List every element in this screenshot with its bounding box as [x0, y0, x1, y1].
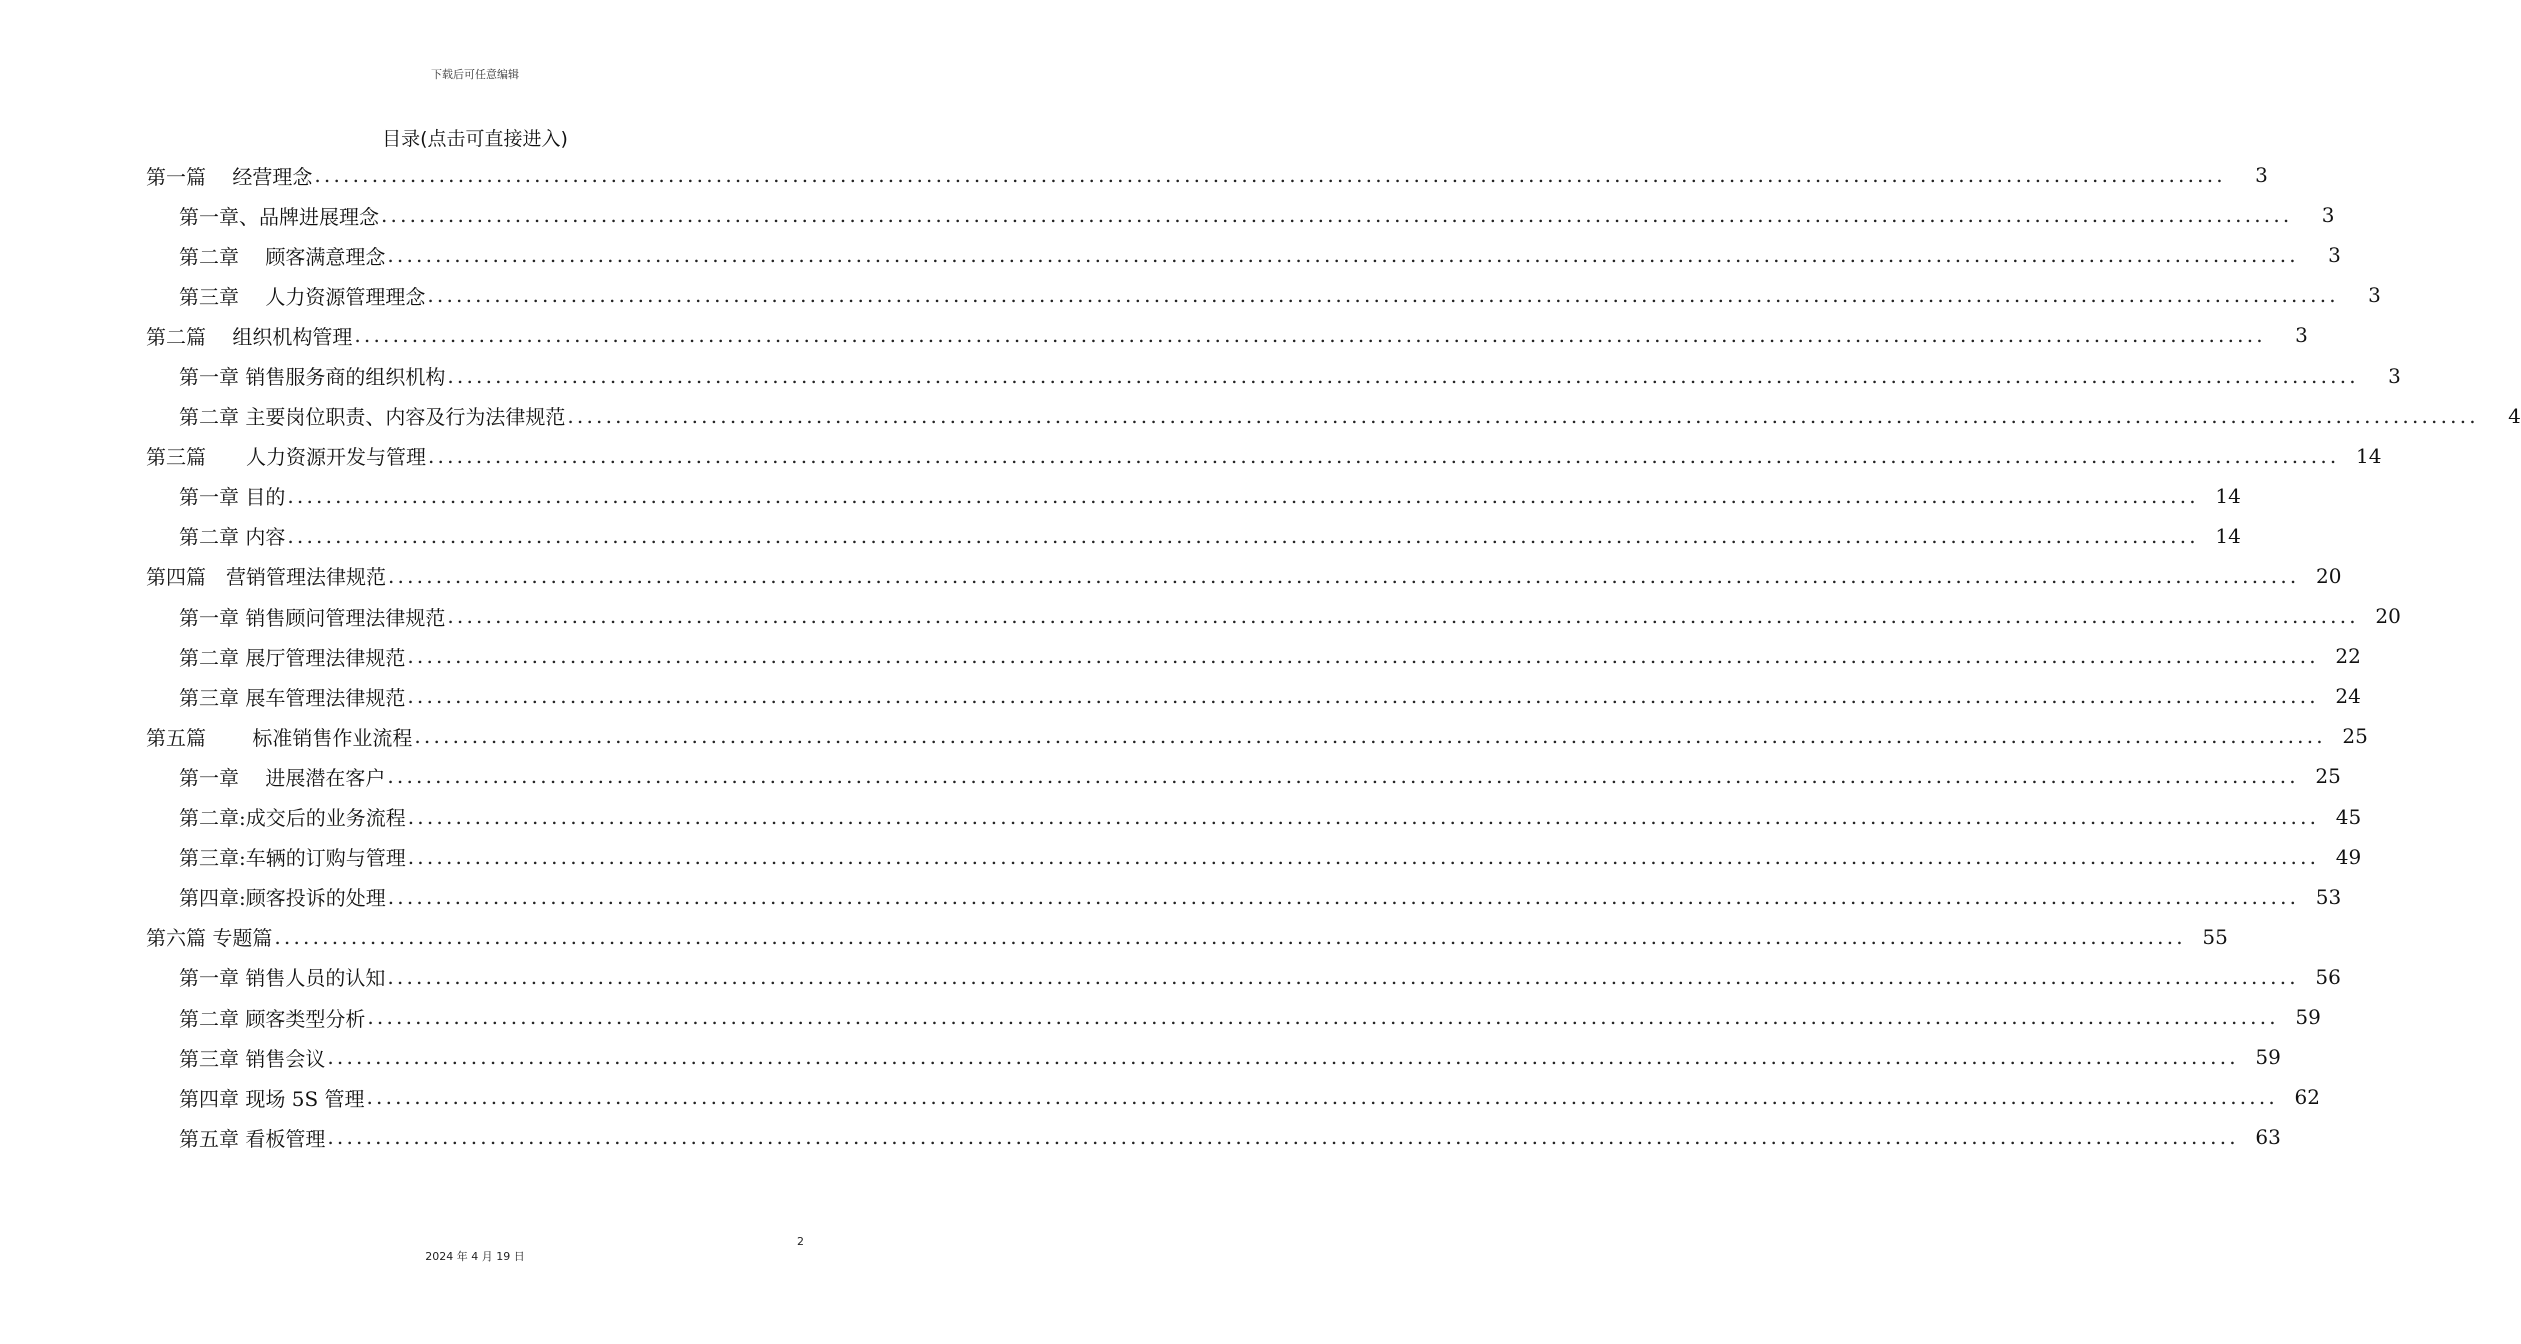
toc-entry-label: 第二篇 组织机构管理	[146, 324, 353, 349]
toc-entry-label: 第五篇 标准销售作业流程	[146, 725, 413, 750]
toc-entry-chapter[interactable]	[0, 275, 2381, 315]
toc-dot-leader: ........................................................................................................................................................................................................	[567, 403, 2479, 428]
toc-entry-chapter[interactable]	[0, 1077, 2320, 1117]
toc-dot-leader: ........................................................................................................................................................................................................	[407, 644, 2319, 669]
toc-dot-leader: ........................................................................................................................................................................................................	[327, 1125, 2239, 1150]
toc-entry-label: 第三篇 人力资源开发与管理	[146, 445, 426, 470]
toc-entry-label: 第二章 内容	[179, 525, 286, 550]
toc-entry-page: 14	[2215, 483, 2241, 508]
toc-dot-leader: ........................................................................................................................................................................................................	[287, 523, 2199, 548]
toc-dot-leader: ........................................................................................................................................................................................................	[387, 964, 2299, 989]
toc-entry-page: 25	[2315, 764, 2341, 789]
toc-entry-page: 14	[2215, 523, 2241, 548]
toc-entry-chapter[interactable]	[0, 596, 2401, 636]
toc-entry-page: 62	[2294, 1085, 2320, 1110]
toc-entry-label: 第一章、品牌进展理念	[179, 204, 379, 229]
toc-entry-chapter[interactable]	[0, 1117, 2281, 1157]
toc-entry-page: 14	[2356, 443, 2382, 468]
toc-entry-label: 第二章 顾客满意理念	[179, 244, 386, 269]
toc-dot-leader: ........................................................................................................................................................................................................	[381, 203, 2293, 228]
toc-entry-part[interactable]	[0, 315, 2308, 355]
toc-entry-page: 49	[2335, 844, 2362, 869]
toc-entry-label: 第二章 主要岗位职责、内容及行为法律规范	[179, 405, 566, 430]
toc-entry-page: 53	[2315, 884, 2342, 909]
toc-dot-leader: ........................................................................................................................................................................................................	[354, 323, 2266, 348]
toc-entry-chapter[interactable]	[0, 877, 2342, 917]
toc-entry-chapter[interactable]	[0, 676, 2361, 716]
toc-entry-label: 第五章 看板管理	[179, 1126, 326, 1151]
toc-dot-leader: ........................................................................................................................................................................................................	[388, 563, 2300, 588]
toc-entry-page: 63	[2255, 1125, 2281, 1150]
toc-entry-chapter[interactable]	[0, 476, 2241, 516]
table-of-contents	[0, 155, 2521, 1157]
toc-entry-chapter[interactable]	[0, 396, 2521, 436]
toc-entry-label: 第一章 目的	[179, 485, 286, 510]
toc-dot-leader: ........................................................................................................................................................................................................	[314, 163, 2226, 188]
toc-entry-part[interactable]	[0, 436, 2382, 476]
toc-entry-part[interactable]	[0, 155, 2268, 195]
toc-entry-chapter[interactable]	[0, 797, 2362, 837]
toc-entry-label: 第一篇 经营理念	[146, 164, 313, 189]
toc-dot-leader: ........................................................................................................................................................................................................	[287, 483, 2199, 508]
toc-entry-chapter[interactable]	[0, 355, 2401, 395]
toc-dot-leader: ........................................................................................................................................................................................................	[327, 1045, 2239, 1070]
toc-entry-chapter[interactable]	[0, 957, 2341, 997]
toc-entry-chapter[interactable]	[0, 756, 2341, 796]
toc-dot-leader: ........................................................................................................................................................................................................	[414, 724, 2326, 749]
toc-entry-label: 第二章 展厅管理法律规范	[179, 645, 406, 670]
toc-entry-label: 第三章 销售会议	[179, 1046, 326, 1071]
toc-entry-label: 第二章:成交后的业务流程	[179, 806, 406, 831]
toc-dot-leader: ........................................................................................................................................................................................................	[407, 844, 2320, 869]
toc-entry-page: 20	[2375, 604, 2401, 629]
toc-entry-label: 第一章 进展潜在客户	[179, 765, 386, 790]
toc-entry-chapter[interactable]	[0, 636, 2361, 676]
toc-entry-page: 22	[2335, 644, 2361, 669]
toc-entry-chapter[interactable]	[0, 235, 2341, 275]
toc-entry-label: 第一章 销售人员的认知	[179, 966, 386, 991]
toc-entry-part[interactable]	[0, 556, 2342, 596]
toc-entry-page: 3	[2255, 163, 2268, 188]
toc-title[interactable]: 目录(点击可直接进入)	[382, 128, 568, 150]
toc-entry-page: 20	[2316, 563, 2342, 588]
toc-entry-page: 3	[2388, 363, 2401, 388]
toc-entry-page: 24	[2335, 684, 2361, 709]
toc-entry-page: 59	[2255, 1045, 2281, 1070]
toc-entry-page: 3	[2295, 323, 2308, 348]
toc-dot-leader: ........................................................................................................................................................................................................	[387, 884, 2300, 909]
toc-dot-leader: ........................................................................................................................................................................................................	[407, 684, 2319, 709]
toc-entry-chapter[interactable]	[0, 516, 2241, 556]
toc-entry-label: 第三章 人力资源管理理念	[179, 284, 426, 309]
toc-entry-page: 45	[2335, 804, 2362, 829]
toc-entry-label: 第四章:顾客投诉的处理	[179, 886, 386, 911]
toc-entry-label: 第四章 现场 5S 管理	[179, 1086, 365, 1111]
toc-dot-leader: ........................................................................................................................................................................................................	[366, 1085, 2278, 1110]
toc-entry-chapter[interactable]	[0, 837, 2362, 877]
footer-date: 2024 年 4 月 19 日	[425, 1250, 525, 1263]
toc-entry-page: 55	[2202, 924, 2228, 949]
toc-entry-part[interactable]	[0, 716, 2368, 756]
toc-dot-leader: ........................................................................................................................................................................................................	[387, 764, 2299, 789]
toc-dot-leader: ........................................................................................................................................................................................................	[447, 363, 2359, 388]
toc-dot-leader: ........................................................................................................................................................................................................	[428, 443, 2340, 468]
toc-entry-chapter[interactable]	[0, 1037, 2281, 1077]
toc-entry-page: 59	[2295, 1005, 2321, 1030]
toc-entry-label: 第三章:车辆的订购与管理	[179, 846, 406, 871]
toc-entry-page: 4	[2508, 403, 2521, 428]
toc-entry-part[interactable]	[0, 917, 2228, 957]
toc-entry-label: 第一章 销售服务商的组织机构	[179, 365, 446, 390]
toc-entry-page: 3	[2328, 243, 2341, 268]
toc-dot-leader: ........................................................................................................................................................................................................	[407, 804, 2320, 829]
toc-dot-leader: ........................................................................................................................................................................................................	[427, 283, 2339, 308]
toc-entry-page: 3	[2321, 203, 2335, 228]
toc-dot-leader: ........................................................................................................................................................................................................	[367, 1005, 2279, 1030]
toc-entry-chapter[interactable]	[0, 195, 2335, 235]
toc-entry-chapter[interactable]	[0, 997, 2321, 1037]
page-number: 2	[797, 1235, 804, 1248]
toc-dot-leader: ........................................................................................................................................................................................................	[447, 604, 2359, 629]
toc-dot-leader: ........................................................................................................................................................................................................	[387, 243, 2299, 268]
toc-entry-label: 第二章 顾客类型分析	[179, 1006, 366, 1031]
toc-entry-label: 第四篇 营销管理法律规范	[146, 565, 386, 590]
toc-entry-page: 3	[2368, 283, 2381, 308]
toc-entry-label: 第六篇 专题篇	[146, 926, 273, 951]
toc-entry-page: 56	[2315, 964, 2341, 989]
toc-entry-page: 25	[2342, 724, 2368, 749]
page-header: 下载后可任意编辑	[431, 68, 519, 81]
toc-entry-label: 第一章 销售顾问管理法律规范	[179, 605, 446, 630]
toc-dot-leader: ........................................................................................................................................................................................................	[274, 924, 2186, 949]
toc-entry-label: 第三章 展车管理法律规范	[179, 685, 406, 710]
